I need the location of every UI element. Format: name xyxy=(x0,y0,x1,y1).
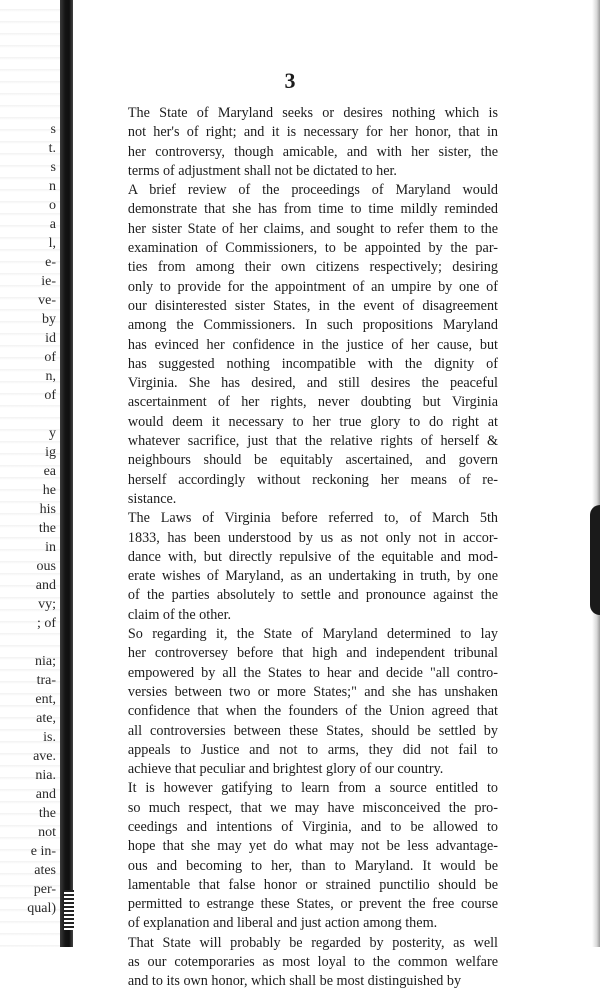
text-line: would deem it necessary to her true glory to do right at xyxy=(127,413,498,430)
bleed-fragment: qual) xyxy=(27,901,56,916)
text-line: The Laws of Virginia before referred to, of March 5th xyxy=(127,510,498,527)
bleed-fragment: is. xyxy=(43,730,56,745)
text-line: Virginia. She has desired, and still desires the peaceful xyxy=(127,375,498,392)
bleed-fragment: n xyxy=(49,179,56,194)
text-line: neighbours should be equitably ascertained, and govern xyxy=(127,452,498,469)
bleed-fragment: y xyxy=(49,426,56,441)
text-line: So regarding it, the State of Maryland determined to lay xyxy=(127,626,498,643)
text-line: whatever sacrifice, just that the relative rights of herself & xyxy=(127,433,498,450)
text-line: It is however gatifying to learn from a source entitled to xyxy=(127,780,498,797)
text-line: The State of Maryland seeks or desires nothing which is xyxy=(127,105,498,121)
bleed-fragment: l, xyxy=(48,236,56,251)
text-line: claim of the other. xyxy=(127,606,232,623)
page-edge-shadow xyxy=(592,0,600,947)
text-line: versies between two or more States;" and she has unshaken xyxy=(127,683,498,700)
text-line: A brief review of the proceedings of Maryland would xyxy=(127,182,498,199)
bleed-fragment: ig xyxy=(45,445,56,460)
bleed-fragment: e- xyxy=(45,255,56,270)
text-line: herself accordingly without reckoning her means of re- xyxy=(127,471,498,488)
bleed-fragment: a xyxy=(49,217,56,232)
text-line: sistance. xyxy=(127,490,177,507)
bleed-fragment: per- xyxy=(33,882,56,897)
text-line: examination of Commissioners, to be appointed by the par- xyxy=(127,240,498,257)
text-line: her controversey before that high and independent tribunal xyxy=(127,645,498,662)
bleed-fragment: id xyxy=(45,331,56,346)
bleed-fragment: the xyxy=(38,806,56,821)
text-line: of explanation and liberal and just action among them. xyxy=(127,915,438,932)
text-line: ous and becoming to her, than to Maryland. It would be xyxy=(127,857,498,874)
bleed-fragment: nia; xyxy=(35,654,56,669)
bleed-fragment: s xyxy=(50,122,56,137)
text-line: hope that she may yet do what may not be less advantage- xyxy=(127,838,498,855)
bleed-fragment: ie- xyxy=(41,274,56,289)
text-line: terms of adjustment shall not be dictated to her. xyxy=(127,162,397,179)
text-line: That State will probably be regarded by posterity, as well xyxy=(127,934,498,951)
paragraph xyxy=(108,779,498,933)
text-line: erate wishes of Maryland, as an undertaking in truth, by one xyxy=(127,568,498,585)
paragraph xyxy=(108,104,498,181)
bleed-fragment: tra- xyxy=(36,673,56,688)
bleed-fragment: nia. xyxy=(35,768,56,783)
text-line: ties from among their own citizens respectively; desiring xyxy=(127,259,498,276)
bleed-fragment: and xyxy=(35,787,56,802)
text-line: has evinced her confidence in the justice of her cause, but xyxy=(127,336,498,353)
text-line: empowered by all the States to hear and decide "all contro- xyxy=(127,664,498,681)
text-line: of the parties absolutely to settle and pronounce against the xyxy=(127,587,498,604)
bleed-fragment: not xyxy=(38,825,56,840)
bleed-fragment: e in- xyxy=(30,844,56,859)
bleed-fragment: the xyxy=(38,521,56,536)
bleed-fragment: of xyxy=(44,388,56,403)
bleed-fragment: ate, xyxy=(36,711,56,726)
text-line: demonstrate that she has from time to time mildly reminded xyxy=(127,201,498,218)
page-edge-tab xyxy=(590,505,600,615)
text-line: our disinterested sister States, in the event of disagreement xyxy=(127,297,498,314)
text-line: ceedings and intentions of Virginia, and to be allowed to xyxy=(127,818,498,835)
text-line: confidence that when the founders of the Union agreed that xyxy=(127,703,498,720)
text-line: among the Commissioners. In such propositions Maryland xyxy=(127,317,498,334)
bleed-fragment xyxy=(2,405,56,424)
text-line: not her's of right; and it is necessary for her honor, that in xyxy=(127,124,498,141)
text-line: has suggested nothing incompatible with the dignity of xyxy=(127,355,498,372)
bleed-fragment: and xyxy=(35,578,56,593)
bleed-fragment: ates xyxy=(34,863,56,878)
bleed-fragment: ea xyxy=(43,464,56,479)
text-line: her sister State of her claims, and sought to refer them to the xyxy=(127,220,498,237)
bleed-fragment: ave. xyxy=(33,749,56,764)
text-line: and to its own honor, which shall be most distinguished by xyxy=(127,973,462,990)
paragraph xyxy=(108,625,498,779)
bleed-fragment: ent, xyxy=(35,692,56,707)
page-number: 3 xyxy=(284,68,296,93)
text-line: as our cotemporaries as most loyal to the common welfare xyxy=(127,954,498,971)
bleed-fragment: ve- xyxy=(38,293,56,308)
paragraph xyxy=(108,934,498,992)
text-line: permitted to estrange these States, or prevent the free course xyxy=(127,896,498,913)
text-line: dance with, but directly repulsive of the equitable and mod- xyxy=(127,548,498,565)
text-line: all controversies between these States, should be settled by xyxy=(127,722,498,739)
paragraph xyxy=(108,509,498,625)
binding-stitch-mark xyxy=(64,890,74,930)
bleed-fragment: his xyxy=(39,502,56,517)
bleed-fragment: o xyxy=(49,198,56,213)
adjacent-page-bleed-text xyxy=(2,120,56,918)
paragraph xyxy=(108,181,498,509)
bleed-fragment: in xyxy=(45,540,56,555)
text-line: her controversy, though amicable, and with her sister, the xyxy=(127,143,498,160)
bleed-fragment xyxy=(2,633,56,652)
bleed-fragment: t. xyxy=(48,141,56,156)
bleed-fragment: n, xyxy=(45,369,56,384)
bleed-fragment: of xyxy=(44,350,56,365)
text-line: 1833, has been understood by us as not only not in accor- xyxy=(127,529,498,546)
text-line: lamentable that false honor or strained punctilio should be xyxy=(127,876,498,893)
binding-gutter-shadow xyxy=(60,0,73,947)
text-line: only to provide for the appointment of an umpire by one of xyxy=(127,278,498,295)
document-body xyxy=(108,104,498,992)
bleed-fragment: by xyxy=(42,312,56,327)
text-line: appeals to Justice and not to arms, they did not fail to xyxy=(127,741,498,758)
text-line: ascertainment of her rights, never doubting but Virginia xyxy=(127,394,498,411)
text-line: so much respect, that we may have misconceived the pro- xyxy=(127,799,498,816)
bleed-fragment: s xyxy=(50,160,56,175)
text-line: achieve that peculiar and brightest glory of our country. xyxy=(127,761,444,778)
bleed-fragment: ; of xyxy=(36,616,56,631)
bleed-fragment: ous xyxy=(36,559,56,574)
bleed-fragment: vy; xyxy=(38,597,56,612)
bleed-fragment: he xyxy=(42,483,56,498)
